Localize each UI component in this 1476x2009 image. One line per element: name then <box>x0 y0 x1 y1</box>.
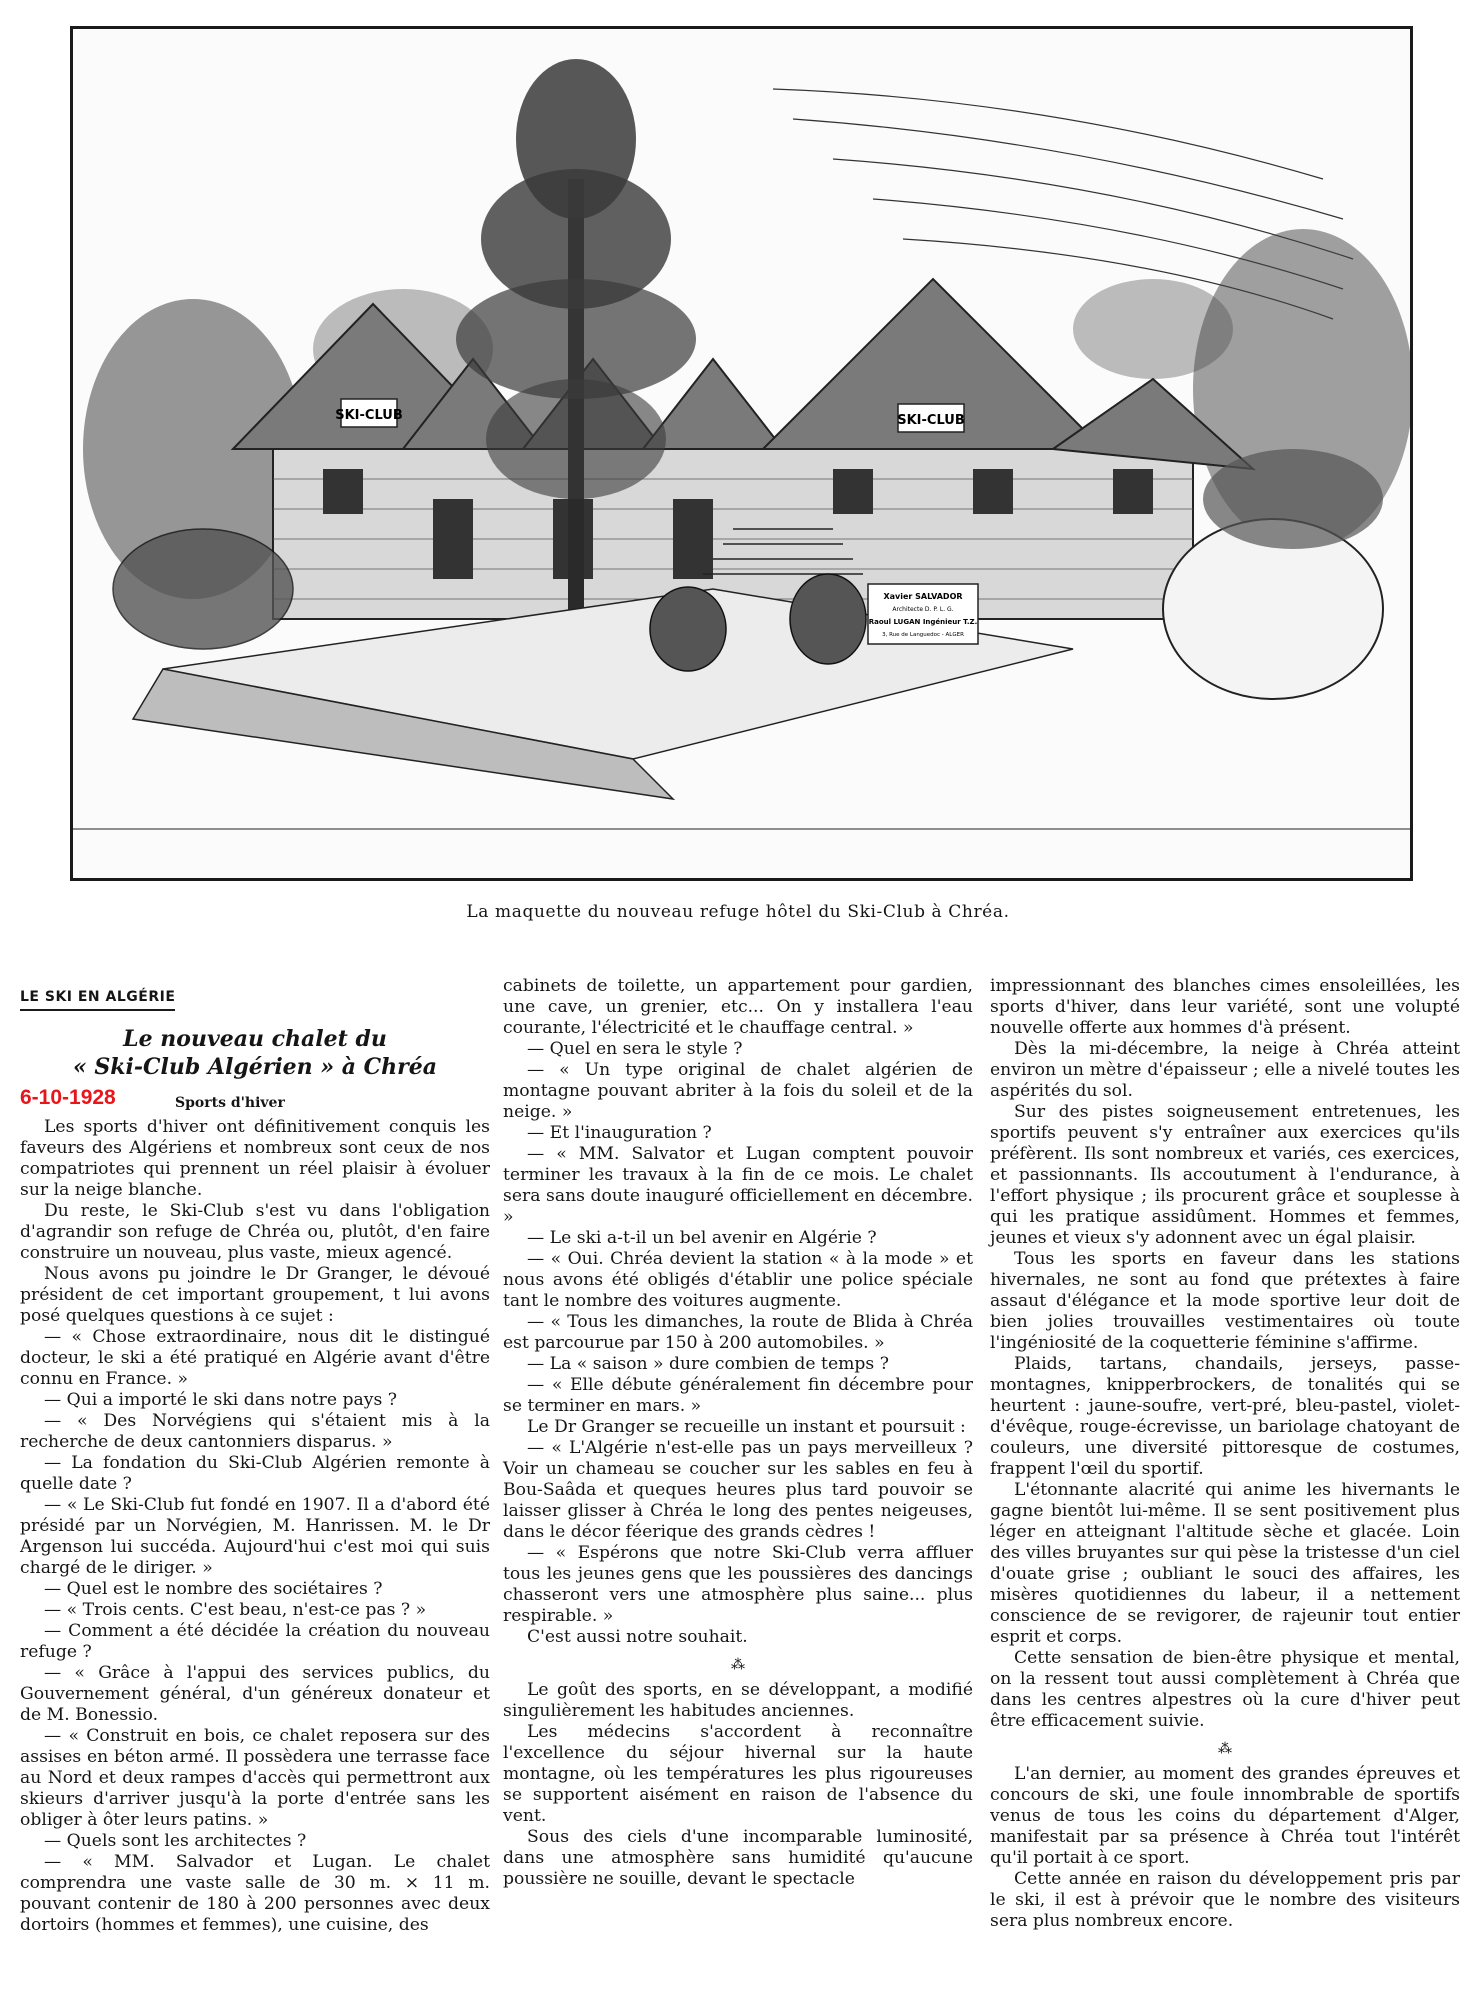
article-paragraph: Le goût des sports, en se développant, a modifié singulièrement les habitudes anciennes. <box>503 1680 973 1721</box>
article-paragraph: — « L'Algérie n'est-elle pas un pays merveilleux ? Voir un chameau se coucher sur les sables en feu à Bou-Saâda et queques heures plus tard pouvoir se laisser glisser à Chréa le long des pentes neigeuses, dans le décor féerique des grands cèdres ! <box>503 1438 973 1542</box>
section-separator: ⁂ <box>731 1657 745 1673</box>
sign-left-text: SKI-CLUB <box>335 408 403 423</box>
article-paragraph: Tous les sports en faveur dans les stations hivernales, ne sont au fond que prétextes à faire assaut d'élégance et la mode sportive leur doit de bien jolies trouvailles vestimentaires où toute l'ingéniosité de la coquetterie féminine s'affirme. <box>990 1249 1460 1353</box>
article-paragraph: — La « saison » dure combien de temps ? <box>527 1354 889 1374</box>
article-paragraph: impressionnant des blanches cimes ensoleillées, les sports d'hiver, dans leur variété, sont une volupté nouvelle offerte aux hommes d'à présent. <box>990 976 1460 1038</box>
chalet-illustration <box>70 26 1413 881</box>
article-paragraph: — Quel en sera le style ? <box>527 1039 743 1059</box>
article-paragraph: — « Un type original de chalet algérien de montagne pouvant abriter à la fois du soleil et de la neige. » <box>503 1060 973 1122</box>
article-column-1 <box>20 986 490 1936</box>
article-paragraph: L'étonnante alacrité qui anime les hivernants le gagne bientôt lui-même. Il se sent positivement plus léger en atteignant l'altitude sèche et glacée. Loin des villes bruyantes sur qui pèse la tristesse d'un ciel d'ouate grise ; oubliant le souci des affaires, les misères quotidiennes du labeur, il a nettement conscience de se revigorer, de rajeunir tout entier esprit et corps. <box>990 1480 1460 1647</box>
article-paragraph: Cette sensation de bien-être physique et mental, on la ressent tout aussi complètement à Chréa que dans les centres alpestres où la cure d'hiver peut être efficacement suivie. <box>990 1648 1460 1731</box>
date-stamp: 6-10-1928 <box>20 1086 116 1109</box>
headline-line: « Ski-Club Algérien » à Chréa <box>72 1054 437 1080</box>
column-3-body <box>990 976 1460 1932</box>
article-paragraph: — « MM. Salvador et Lugan. Le chalet comprendra une vaste salle de 30 m. × 11 m. pouvant contenir de 180 à 200 personnes avec deux dortoirs (hommes et femmes), une cuisine, des <box>20 1852 490 1935</box>
article-column-3 <box>990 976 1460 1932</box>
section-label: Sports d'hiver <box>175 1095 285 1111</box>
column-2-body <box>503 976 973 1890</box>
article-paragraph: — La fondation du Ski-Club Algérien remonte à quelle date ? <box>20 1453 490 1494</box>
article-paragraph: Nous avons pu joindre le Dr Granger, le dévoué président de cet important groupement, t lui avons posé quelques questions à ce sujet : <box>20 1264 490 1326</box>
article-paragraph: cabinets de toilette, un appartement pour gardien, une cave, un grenier, etc... On y installera l'eau courante, l'électricité et le chauffage central. » <box>503 976 973 1038</box>
nameplate-line: 3, Rue de Languedoc - ALGER <box>882 632 964 638</box>
nameplate-line: Architecte D. P. L. G. <box>892 606 954 613</box>
article-paragraph: — « MM. Salvator et Lugan comptent pouvoir terminer les travaux à la fin de ce mois. Le chalet sera sans doute inauguré officiellement en décembre. » <box>503 1144 973 1227</box>
section-separator: ⁂ <box>1218 1741 1232 1757</box>
article-paragraph: Cette année en raison du développement pris par le ski, il est à prévoir que le nombre des visiteurs sera plus nombreux encore. <box>990 1869 1460 1931</box>
article-paragraph: — « Tous les dimanches, la route de Blida à Chréa est parcourue par 150 à 200 automobiles. » <box>503 1312 973 1353</box>
sign-right-text: SKI-CLUB <box>897 413 965 428</box>
article-paragraph: — « Oui. Chréa devient la station « à la mode » et nous avons été obligés d'établir une police spéciale tant le nombre des voitures augmente. <box>503 1249 973 1311</box>
article-headline <box>20 1025 490 1081</box>
date-row <box>20 1087 490 1113</box>
article-paragraph: Dès la mi-décembre, la neige à Chréa atteint environ un mètre d'épaisseur ; elle a nivelé toutes les aspérités du sol. <box>990 1039 1460 1101</box>
article-paragraph: L'an dernier, au moment des grandes épreuves et concours de ski, une foule innombrable de sportifs venus de tous les coins du département d'Alger, manifestait par sa présence à Chréa tout l'intérêt qu'il portait à ce sport. <box>990 1764 1460 1868</box>
article-paragraph: Plaids, tartans, chandails, jerseys, passe-montagnes, knipperbrockers, de tonalités qui se heurtent : jaune-soufre, vert-pré, bleu-pastel, violet-d'évêque, rouge-écrevisse, un bariolage chatoyant de couleurs, une diversité pittoresque de costumes, frappent l'œil du sportif. <box>990 1354 1460 1479</box>
article-paragraph: Sous des ciels d'une incomparable luminosité, dans une atmosphère sans humidité qu'aucune poussière ne souille, devant le spectacle <box>503 1827 973 1889</box>
article-paragraph: Du reste, le Ski-Club s'est vu dans l'obligation d'agrandir son refuge de Chréa ou, plutôt, d'en faire construire un nouveau, plus vaste, mieux agencé. <box>20 1201 490 1263</box>
article-column-2 <box>503 976 973 1890</box>
column-1-body <box>20 1117 490 1936</box>
nameplate-line: Xavier SALVADOR <box>883 592 963 601</box>
article-paragraph: — Comment a été décidée la création du nouveau refuge ? <box>20 1621 490 1662</box>
article-paragraph: Le Dr Granger se recueille un instant et poursuit : <box>527 1417 966 1437</box>
article-paragraph: — Quels sont les architectes ? <box>44 1831 307 1851</box>
article-paragraph: — « Elle débute généralement fin décembre pour se terminer en mars. » <box>503 1375 973 1416</box>
article-paragraph: — Quel est le nombre des sociétaires ? <box>44 1579 383 1599</box>
article-paragraph: C'est aussi notre souhait. <box>527 1627 748 1647</box>
illustration-caption: La maquette du nouveau refuge hôtel du Ski-Club à Chréa. <box>466 902 1010 922</box>
article-paragraph: — « Trois cents. C'est beau, n'est-ce pas ? » <box>44 1600 427 1620</box>
article-paragraph: — Et l'inauguration ? <box>527 1123 712 1143</box>
article-paragraph: — « Construit en bois, ce chalet reposera sur des assises en béton armé. Il possèdera une terrasse face au Nord et deux rampes d'accès qui permettront aux skieurs d'arriver jusqu'à la porte d'entrée sans les obliger à ôter leurs patins. » <box>20 1726 490 1830</box>
article-paragraph: — « Grâce à l'appui des services publics, du Gouvernement général, d'un généreux donateur et de M. Bonessio. <box>20 1663 490 1725</box>
article-paragraph: Les sports d'hiver ont définitivement conquis les faveurs des Algériens et nombreux sont ceux de nos compatriotes qui prennent un réel plaisir à évoluer sur la neige blanche. <box>20 1117 490 1200</box>
article-paragraph: Sur des pistes soigneusement entretenues, les sportifs peuvent s'y entraîner aux exercices qu'ils préfèrent. Ils sont nombreux et variés, ces exercices, et passionnants. Ils accoutument à l'endurance, à l'effort physique ; ils procurent grâce et souplesse à qui les pratique assidûment. Hommes et femmes, jeunes et vieux s'y adonnent avec un égal plaisir. <box>990 1102 1460 1248</box>
article-paragraph: — Qui a importé le ski dans notre pays ? <box>44 1390 397 1410</box>
section-rubric: LE SKI EN ALGÉRIE <box>20 987 175 1011</box>
article-paragraph: — « Le Ski-Club fut fondé en 1907. Il a d'abord été présidé par un Norvégien, M. Hanrissen. M. le Dr Argenson lui succéda. Aujourd'hui c'est moi qui suis chargé de le diriger. » <box>20 1495 490 1578</box>
headline-line: Le nouveau chalet du <box>123 1026 387 1052</box>
chalet-drawing <box>73 29 1410 878</box>
nameplate-line: Raoul LUGAN Ingénieur T.Z. <box>868 618 978 626</box>
article-paragraph: — Le ski a-t-il un bel avenir en Algérie ? <box>527 1228 877 1248</box>
article-paragraph: — « Chose extraordinaire, nous dit le distingué docteur, le ski a été pratiqué en Algérie avant d'être connu en France. » <box>20 1327 490 1389</box>
article-paragraph: — « Des Norvégiens qui s'étaient mis à la recherche de deux cantonniers disparus. » <box>20 1411 490 1452</box>
article-paragraph: — « Espérons que notre Ski-Club verra affluer tous les jeunes gens que les poussières des dancings chasseront vers une atmosphère plus saine... plus respirable. » <box>503 1543 973 1626</box>
article-paragraph: Les médecins s'accordent à reconnaître l'excellence du séjour hivernal sur la haute montagne, où les températures les plus rigoureuses se supportent aisément en raison de l'absence du vent. <box>503 1722 973 1826</box>
